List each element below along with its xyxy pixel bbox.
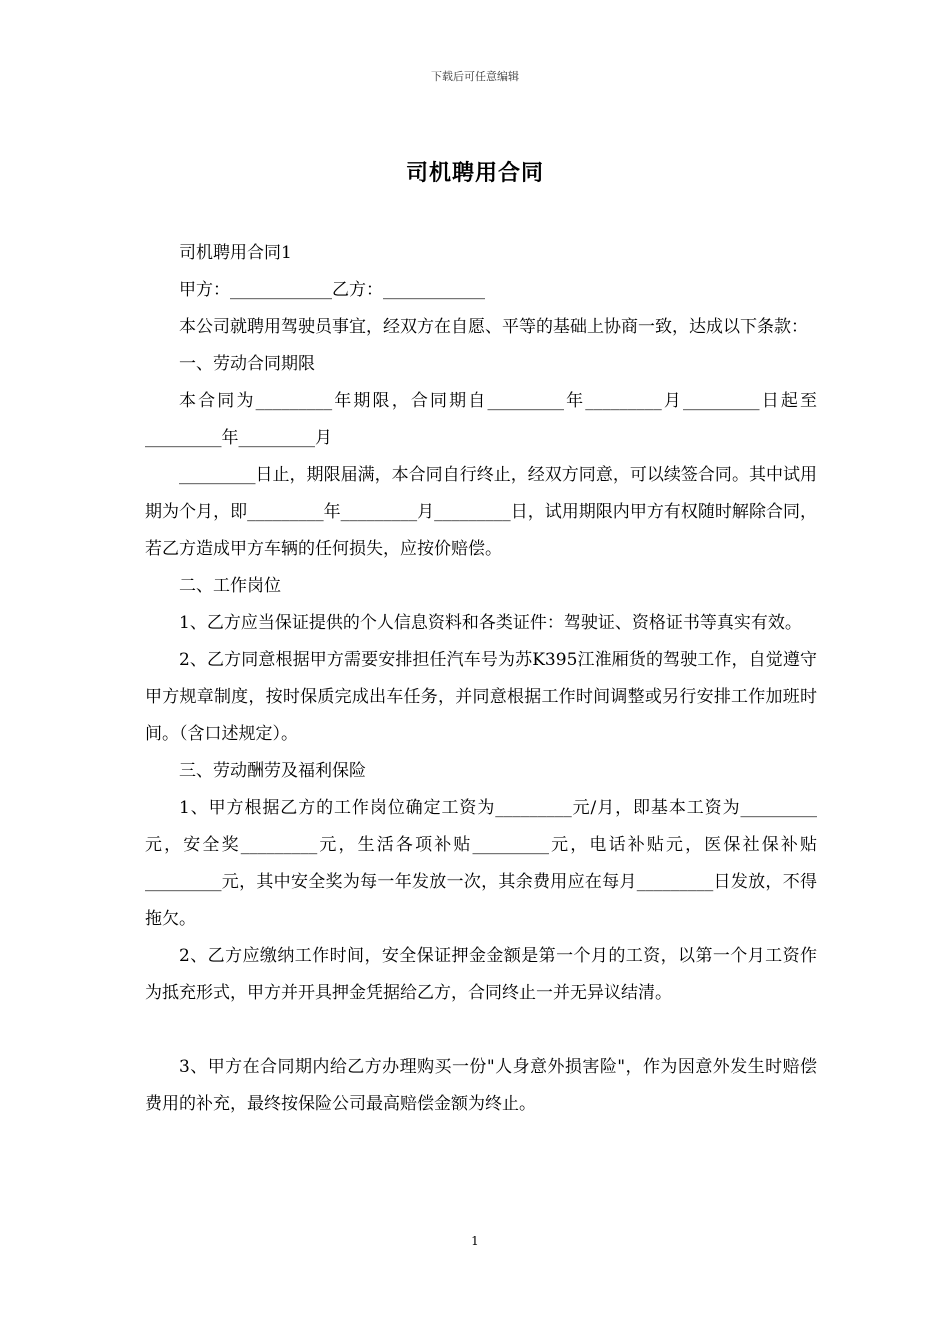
term-paragraph: 本合同为_________年期限，合同期自_________年_________月_________日起至_________年_________月 <box>145 391 817 448</box>
section-heading-term: 一、劳动合同期限 <box>179 354 315 374</box>
document-title: 司机聘用合同 <box>405 160 544 186</box>
position-clause-1: 1、乙方应当保证提供的个人信息资料和各类证件：驾驶证、资格证书等真实有效。 <box>179 613 802 633</box>
section-heading-pay: 三、劳动酬劳及福利保险 <box>179 761 366 781</box>
pay-clause-2: 2、乙方应缴纳工作时间，安全保证押金金额是第一个月的工资，以第一个月工资作为抵充形式，甲方并开具押金凭据给乙方，合同终止一并无异议结清。 <box>145 946 817 1003</box>
contract-body <box>145 235 817 1123</box>
pay-clause-1: 1、甲方根据乙方的工作岗位确定工资为_________元/月，即基本工资为_________元，安全奖_________元，生活各项补贴_________元，电话补贴元，医保社保补贴_________元，其中安全奖为每一年发放一次，其余费用应在每月_________日发放，不得拖欠。 <box>145 798 817 929</box>
header-note: 下载后可任意编辑 <box>431 70 519 83</box>
pay-clause-3: 3、甲方在合同期内给乙方办理购买一份"人身意外损害险"，作为因意外发生时赔偿费用的补充，最终按保险公司最高赔偿金额为终止。 <box>145 1057 817 1114</box>
term-continuation-paragraph: _________日止，期限届满，本合同自行终止，经双方同意，可以续签合同。其中试用期为个月，即_________年_________月_________日，试用期限内甲方有权随时解除合同，若乙方造成甲方车辆的任何损失，应按价赔偿。 <box>145 465 817 559</box>
section-heading-position: 二、工作岗位 <box>179 576 281 596</box>
party-line: 甲方：____________乙方：____________ <box>179 280 485 300</box>
intro-paragraph: 本公司就聘用驾驶员事宜，经双方在自愿、平等的基础上协商一致，达成以下条款： <box>179 317 808 337</box>
position-clause-2: 2、乙方同意根据甲方需要安排担任汽车号为苏K395江淮厢货的驾驶工作，自觉遵守甲方规章制度，按时保质完成出车任务，并同意根据工作时间调整或另行安排工作加班时间。（含口述规定）。 <box>145 650 817 744</box>
page-number: 1 <box>471 1234 479 1248</box>
contract-subtitle: 司机聘用合同1 <box>179 243 292 263</box>
